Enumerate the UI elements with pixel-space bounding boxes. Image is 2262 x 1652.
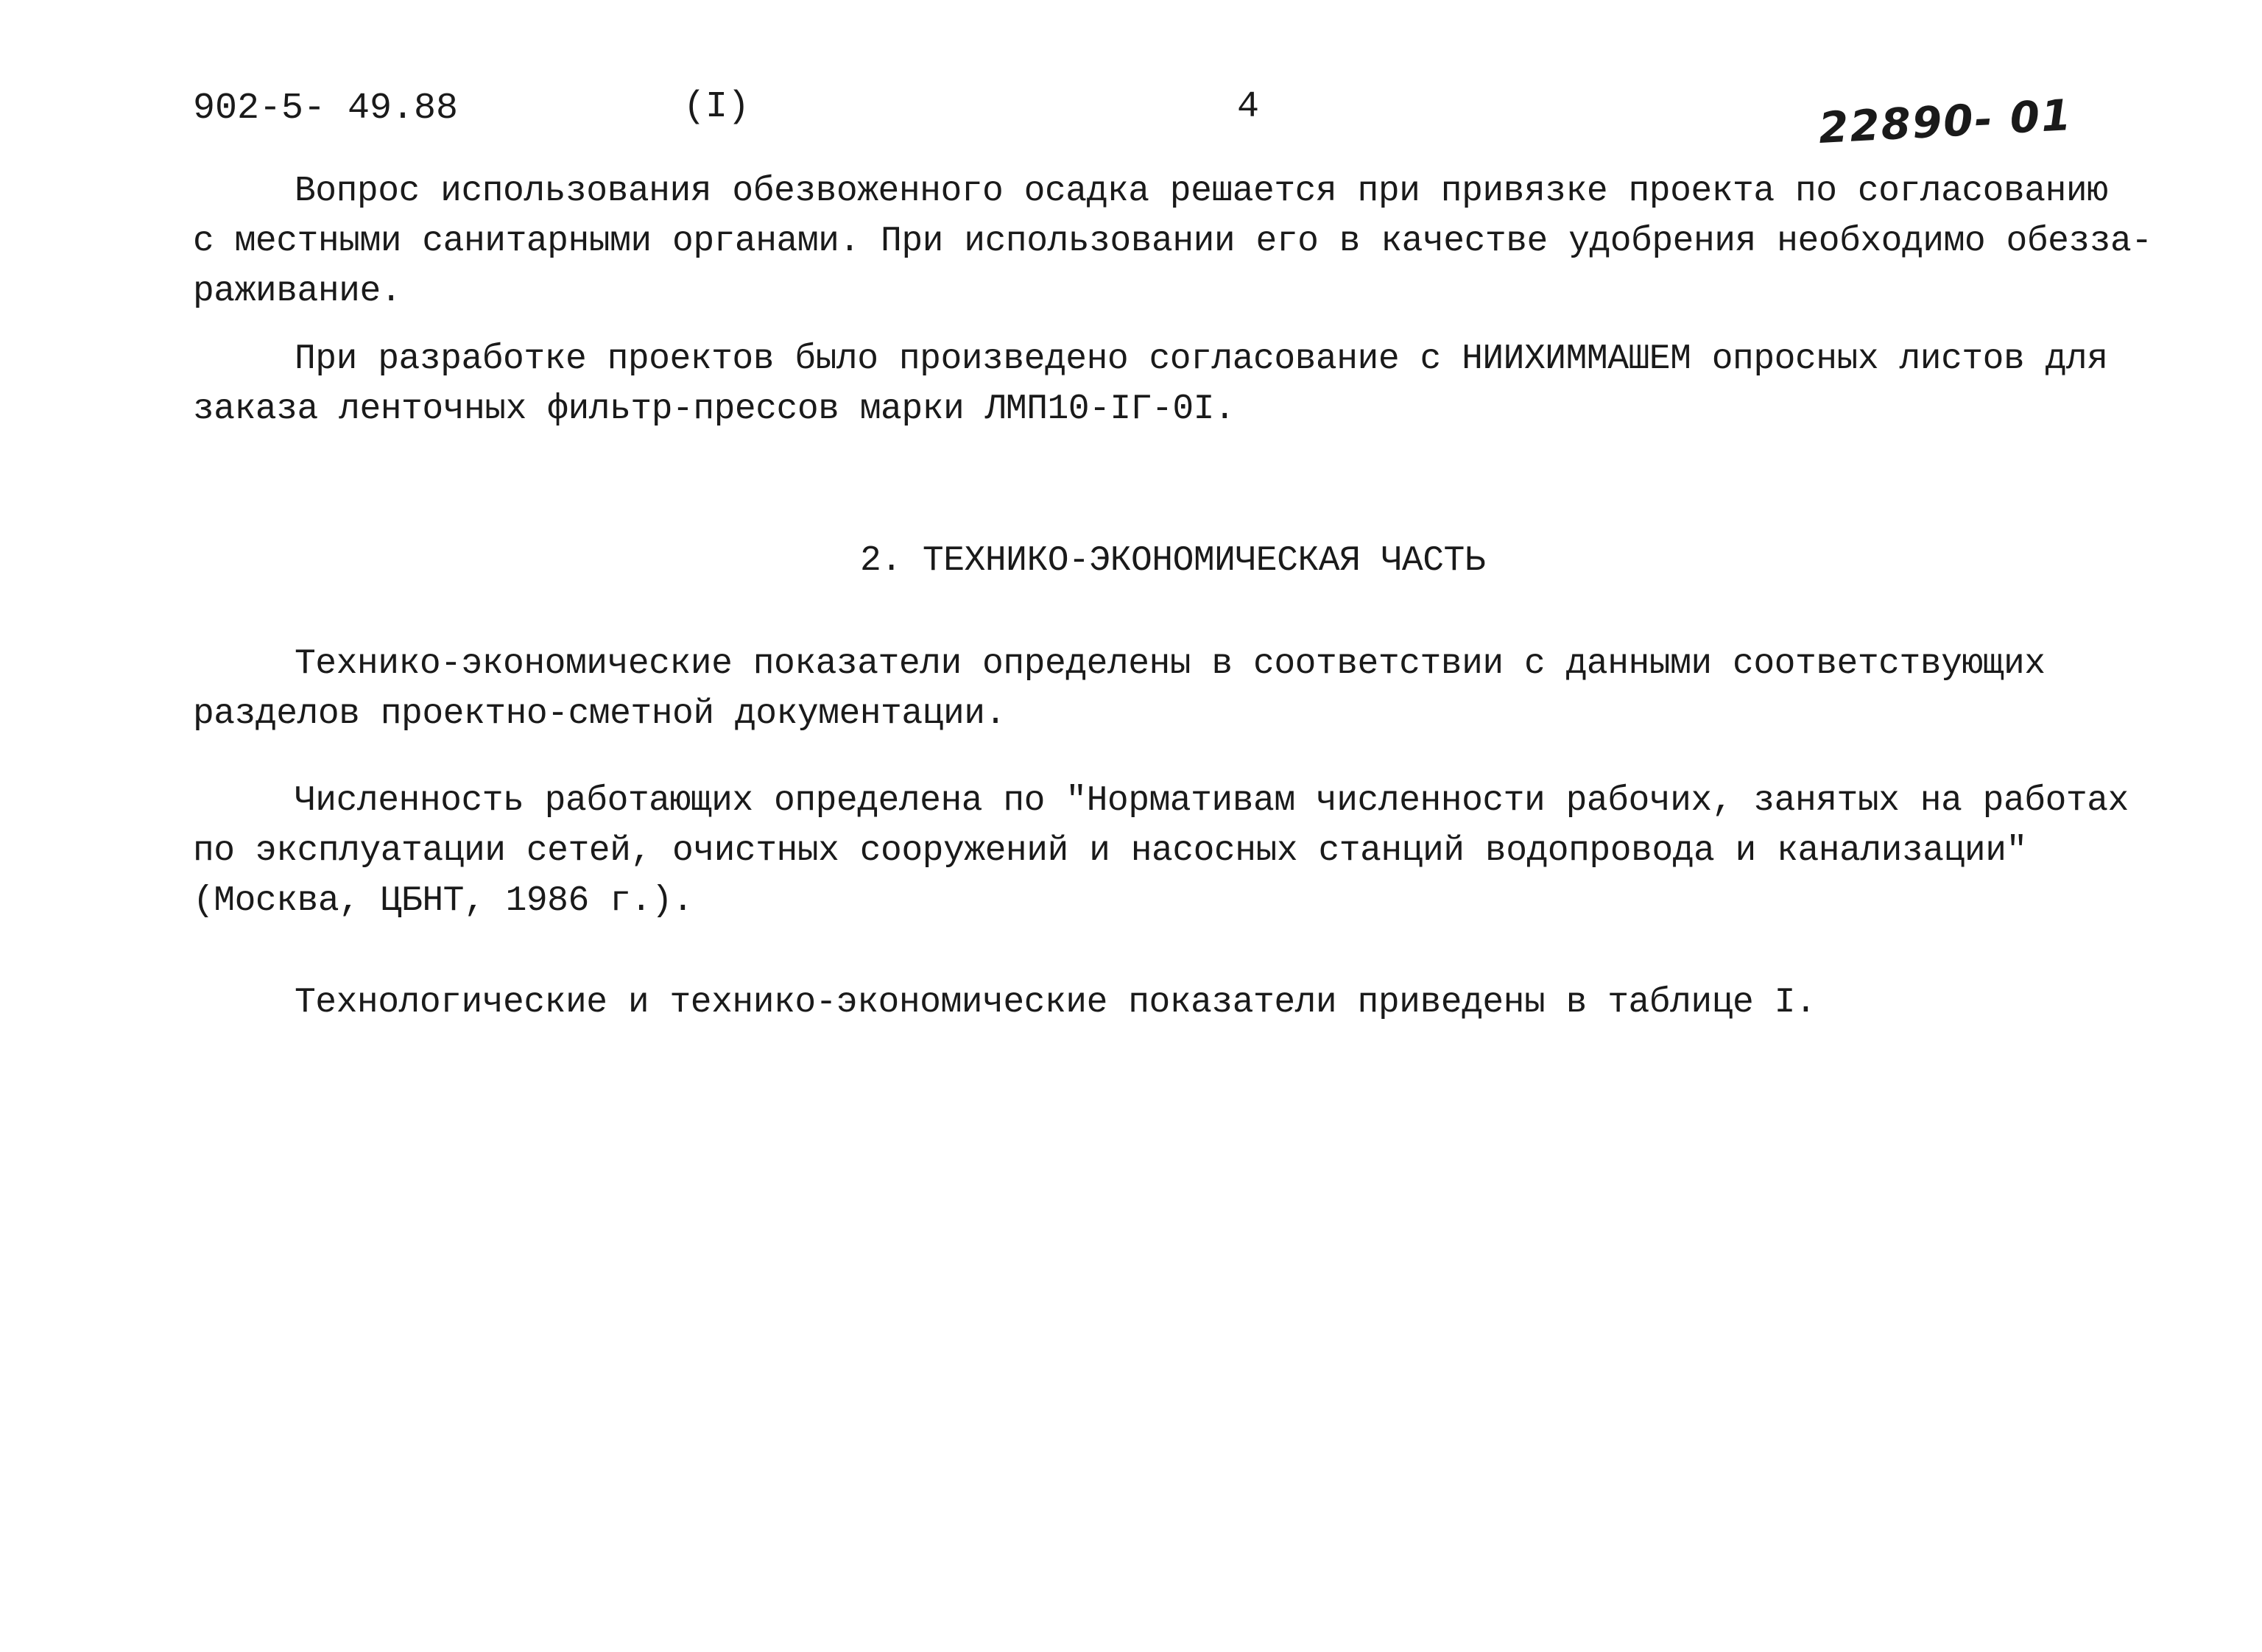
paragraph-1-line-1: Вопрос использования обезвоженного осадка решается при привязке проекта по согласованию [295, 172, 2108, 211]
handwritten-stamp: 22890- 01 [1817, 90, 2074, 153]
paragraph-4-line-1: Численность работающих определена по "Нормативам численности рабочих, занятых на работах [295, 781, 2129, 821]
paragraph-2-line-1: При разработке проектов было произведено согласование с НИИХИММАШЕМ опросных листов для [295, 339, 2108, 379]
paragraph-4-line-3: (Москва, ЦБНТ, 1986 г.). [193, 881, 694, 921]
paragraph-3-line-2: разделов проектно-сметной документации. [193, 694, 1006, 734]
document-code: 902-5- 49.88 [193, 88, 459, 130]
section-heading: 2. ТЕХНИКО-ЭКОНОМИЧЕСКАЯ ЧАСТЬ [860, 541, 1486, 581]
paragraph-2-line-2: заказа ленточных фильтр-прессов марки ЛМП10-IГ-0I. [193, 389, 1236, 429]
page-number: 4 [1237, 86, 1260, 128]
part-number: (I) [683, 86, 750, 128]
paragraph-3-line-1: Технико-экономические показатели определены в соответствии с данными соответствующих [295, 644, 2046, 684]
paragraph-1-line-3: раживание. [193, 272, 402, 311]
paragraph-1-line-2: с местными санитарными органами. При использовании его в качестве удобрения необходимо обезза- [193, 222, 2152, 261]
paragraph-5-line-1: Технологические и технико-экономические показатели приведены в таблице I. [295, 983, 1817, 1023]
paragraph-4-line-2: по эксплуатации сетей, очистных сооружений и насосных станций водопровода и канализации" [193, 831, 2027, 871]
